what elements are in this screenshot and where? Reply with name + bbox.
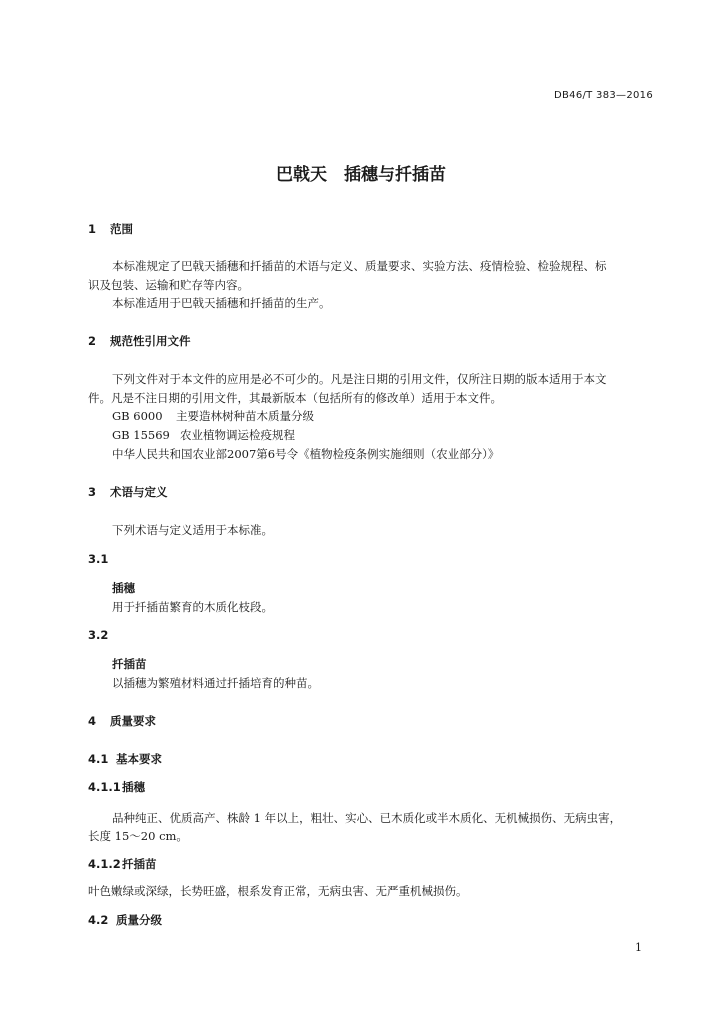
term-name: 扦插苗 [112, 657, 147, 671]
paragraph-line: 叶色嫩绿或深绿，长势旺盛，根系发育正常，无病虫害、无严重机械损伤。 [88, 884, 468, 898]
section-1-heading [88, 221, 133, 237]
reference-item [112, 427, 295, 443]
section-2-heading [88, 333, 191, 349]
section-title: 范围 [110, 222, 133, 236]
section-number: 3 [88, 485, 97, 499]
paragraph-line: 识及包装、运输和贮存等内容。 [88, 278, 249, 292]
reference-name: 农业植物调运检疫规程 [180, 428, 295, 442]
clause-3-1-number: 3.1 [88, 552, 109, 566]
paragraph-line: 件。凡是不注日期的引用文件，其最新版本（包括所有的修改单）适用于本文件。 [88, 391, 502, 405]
section-4-1-1-heading [88, 779, 145, 795]
section-number: 2 [88, 334, 97, 348]
paragraph-line: 下列术语与定义适用于本标准。 [112, 523, 273, 537]
section-number: 4 [88, 714, 97, 728]
page-number: 1 [635, 941, 642, 954]
section-title: 扦插苗 [122, 857, 157, 871]
section-title: 规范性引用文件 [110, 334, 191, 348]
reference-item: 中华人民共和国农业部2007第6号令《植物检疫条例实施细则（农业部分）》 [112, 447, 500, 461]
section-title: 插穗 [122, 780, 145, 794]
reference-name: 主要造林树种苗木质量分级 [176, 409, 314, 423]
section-3-heading [88, 484, 168, 500]
paragraph-line: 本标准适用于巴戟天插穗和扦插苗的生产。 [112, 296, 331, 310]
section-4-1-heading [88, 751, 162, 767]
section-4-heading [88, 713, 156, 729]
section-title: 质量分级 [116, 913, 162, 927]
section-title: 术语与定义 [110, 485, 168, 499]
term-definition: 用于扦插苗繁育的木质化枝段。 [112, 600, 273, 614]
reference-code: GB 6000 [112, 409, 163, 423]
section-number: 4.1.2 [88, 857, 121, 871]
section-title: 质量要求 [110, 714, 156, 728]
term-name: 插穗 [112, 581, 135, 595]
document-number: DB46/T 383—2016 [554, 90, 653, 101]
paragraph-line: 本标准规定了巴戟天插穗和扦插苗的术语与定义、质量要求、实验方法、疫情检验、检验规程、标 [112, 259, 607, 273]
clause-3-2-number: 3.2 [88, 628, 109, 642]
section-4-2-heading [88, 912, 162, 928]
section-number: 4.2 [88, 913, 109, 927]
section-number: 4.1.1 [88, 780, 121, 794]
term-definition: 以插穗为繁殖材料通过扦插培育的种苗。 [112, 676, 319, 690]
section-number: 1 [88, 222, 97, 236]
reference-code: GB 15569 [112, 428, 170, 442]
paragraph-line: 长度 15～20 cm。 [88, 829, 188, 843]
paragraph-line: 品种纯正、优质高产、株龄 1 年以上，粗壮、实心、已木质化或半木质化、无机械损伤、无病虫害， [112, 811, 622, 825]
reference-item [112, 408, 314, 424]
section-4-1-2-heading [88, 856, 157, 872]
section-title: 基本要求 [116, 752, 162, 766]
paragraph-line: 下列文件对于本文件的应用是必不可少的。凡是注日期的引用文件，仅所注日期的版本适用于本文 [112, 372, 607, 386]
section-number: 4.1 [88, 752, 109, 766]
document-title: 巴戟天 插穗与扦插苗 [276, 165, 446, 185]
